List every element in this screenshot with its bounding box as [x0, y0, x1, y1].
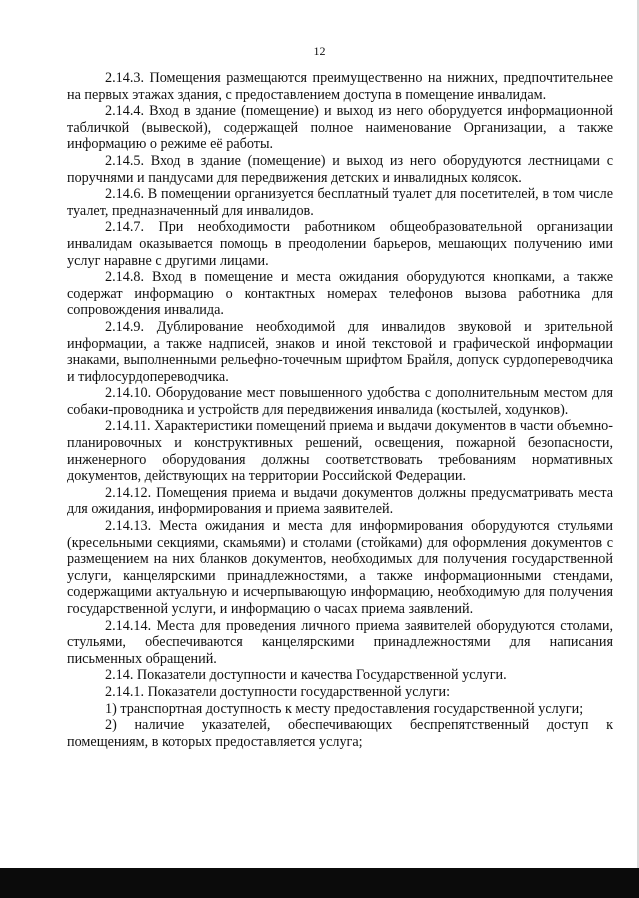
- paragraph-2-14-12: 2.14.12. Помещения приема и выдачи документов должны предусматривать места для ожидания, информирования и приема заявителей.: [67, 484, 613, 518]
- paragraph-2-14-14: 2.14.14. Места для проведения личного приема заявителей оборудуются столами, стульями, обеспечиваются канцелярскими принадлежностями для написания письменных обращений.: [67, 617, 613, 667]
- paragraph-2-14-8: 2.14.8. Вход в помещение и места ожидания оборудуются кнопками, а также содержат информацию о контактных номерах телефонов вызова работника для сопровождения инвалида.: [67, 269, 613, 319]
- page-number: 12: [313, 44, 326, 58]
- paragraph-2-14-11: 2.14.11. Характеристики помещений приема и выдачи документов в части объемно-планировочных и конструктивных решений, освещения, пожарной безопасности, инженерного оборудования должны соответствовать требованиям нормативных документов, действующих на территории Российской Федерации.: [67, 418, 613, 485]
- section-heading-2-14: 2.14. Показатели доступности и качества Государственной услуги.: [105, 667, 507, 684]
- paragraph-2-14-9: 2.14.9. Дублирование необходимой для инвалидов звуковой и зрительной информации, а также надписей, знаков и иной текстовой и графической информации знаками, выполненными рельефно-точечным шрифтом Брайля, допуск сурдопереводчика и тифлосурдопереводчика.: [67, 318, 613, 385]
- paragraph-2-14-3: 2.14.3. Помещения размещаются преимущественно на нижних, предпочтительнее на первых этажах здания, с предоставлением доступа в помещение инвалидам.: [67, 70, 613, 103]
- paragraph-2-14-7: 2.14.7. При необходимости работником общеобразовательной организации инвалидам оказывается помощь в преодолении барьеров, мешающих получению ими услуг наравне с другими лицами.: [67, 219, 613, 269]
- paragraph-2-14-5: 2.14.5. Вход в здание (помещение) и выход из него оборудуются лестницами с поручнями и пандусами для передвижения детских и инвалидных колясок.: [67, 152, 613, 186]
- scan-bottom-border: [0, 868, 639, 898]
- document-body: [67, 70, 613, 750]
- list-item-2: 2) наличие указателей, обеспечивающих беспрепятственный доступ к помещениям, в которых предоставляется услуга;: [67, 717, 613, 750]
- paragraph-2-14-13: 2.14.13. Места ожидания и места для информирования оборудуются стульями (кресельными секциями, скамьями) и столами (стойками) для оформления документов с размещением на них бланков документов, необходимых для получения государственной услуги, канцелярскими принадлежностями, а также информационными стендами, содержащими актуальную и исчерпывающую информацию, необходимую для получения государственной услуги, и информацию о часах приема заявлений.: [67, 518, 613, 617]
- paragraph-2-14-10: 2.14.10. Оборудование мест повышенного удобства с дополнительным местом для собаки-проводника и устройств для передвижения инвалида (костылей, ходунков).: [67, 385, 613, 418]
- list-item-1: 1) транспортная доступность к месту предоставления государственной услуги;: [105, 700, 584, 717]
- paragraph-2-14-4: 2.14.4. Вход в здание (помещение) и выход из него оборудуется информационной табличкой (вывеской), содержащей полное наименование Организации, а также информацию о режиме её работы.: [67, 103, 613, 153]
- paragraph-2-14-1: 2.14.1. Показатели доступности государственной услуги:: [105, 683, 451, 700]
- paragraph-2-14-6: 2.14.6. В помещении организуется бесплатный туалет для посетителей, в том числе туалет, предназначенный для инвалидов.: [67, 186, 613, 219]
